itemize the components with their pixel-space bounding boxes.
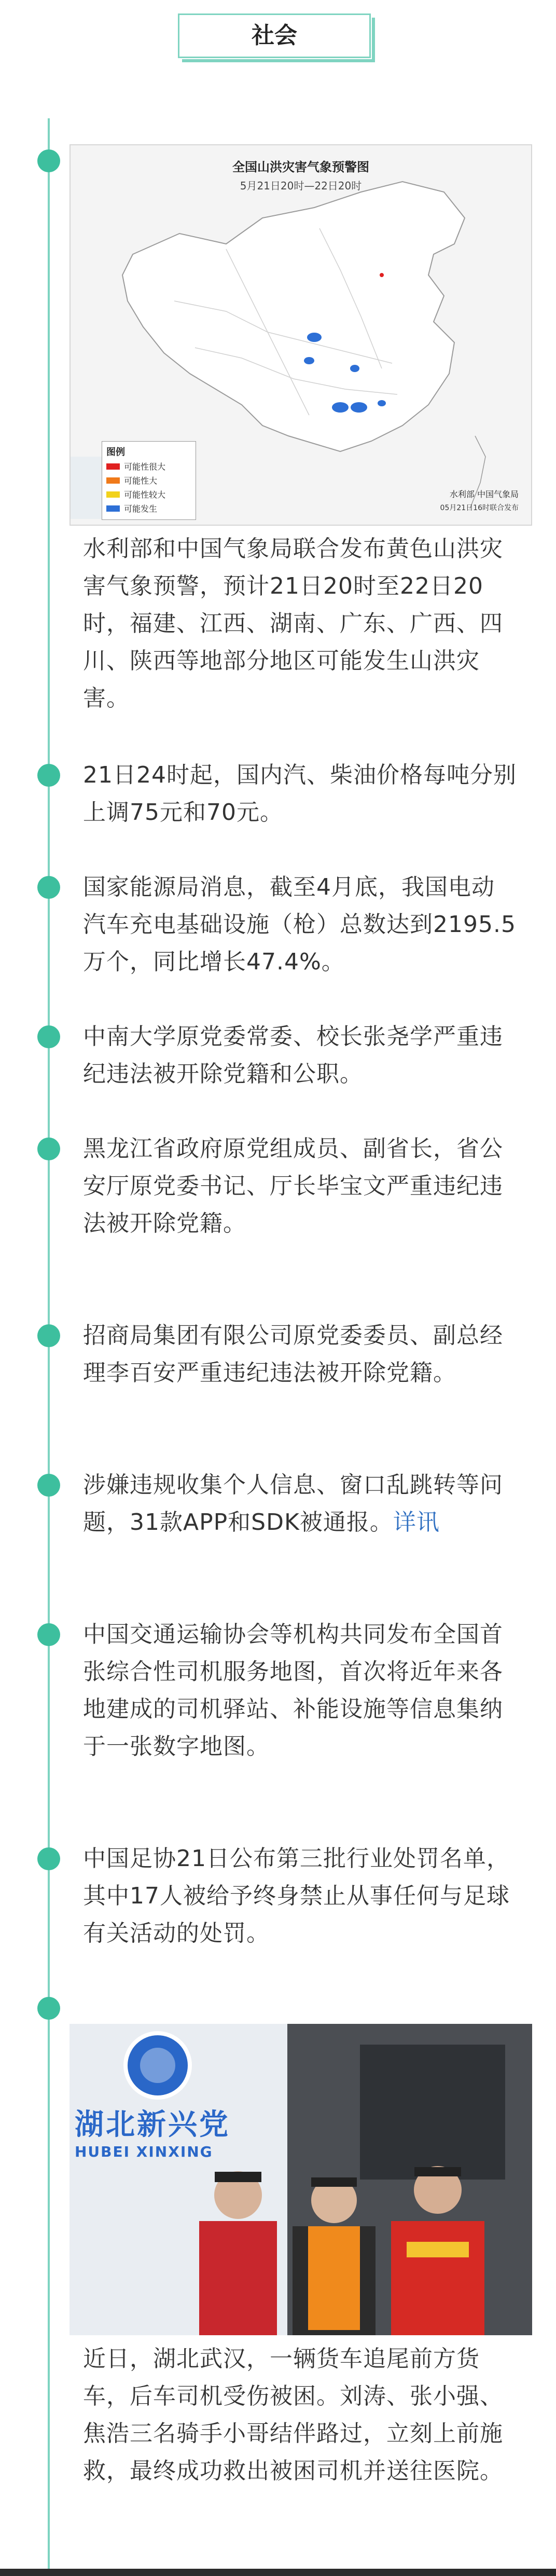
map-inset [71, 457, 102, 519]
news-item-app-sdk [83, 1467, 517, 1541]
timeline-dot [37, 149, 60, 172]
legend-swatch [106, 491, 120, 498]
legend-swatch [106, 463, 120, 470]
map-title: 全国山洪灾害气象预警图 [232, 160, 369, 174]
timeline-dot [37, 876, 60, 899]
photo-sign-text: 湖北新兴党 [75, 2107, 230, 2142]
legend-label: 可能发生 [124, 504, 158, 514]
map-credit: 水利部 中国气象局 [449, 489, 519, 499]
timeline-dot [37, 1623, 60, 1646]
news-item-cmg-official: 招商局集团有限公司原党委委员、副总经理李百安严重违纪违法被开除党籍。 [83, 1322, 503, 1386]
legend-label: 可能性较大 [124, 490, 166, 500]
map-credit-date: 05月21日16时联合发布 [440, 504, 519, 512]
map-legend [102, 441, 196, 520]
bottom-bar [0, 2569, 556, 2576]
news-item-driver-map: 中国交通运输协会等机构共同发布全国首张综合性司机服务地图，首次将近年来各地建成的司机驿站、补能设施等信息集纳于一张数字地图。 [83, 1621, 503, 1760]
news-item-football-penalty: 中国足协21日公布第三批行业处罚名单，其中17人被给予终身禁止从事任何与足球有关活动的处罚。 [83, 1845, 510, 1947]
timeline-dot [37, 1847, 60, 1870]
rescue-riders-illustration-icon [70, 2024, 532, 2335]
flood-warning-map [70, 144, 532, 526]
news-item-rescue: 近日，湖北武汉，一辆货车追尾前方货车，后车司机受伤被困。刘涛、张小强、焦浩三名骑手小哥结伴路过，立刻上前施救，最终成功救出被困司机并送往医院。 [83, 2346, 503, 2484]
legend-item [106, 502, 191, 514]
section-title: 社会 [252, 22, 297, 49]
detail-link[interactable]: 详讯 [393, 1509, 440, 1536]
timeline-dot [37, 764, 60, 787]
legend-swatch [106, 477, 120, 484]
legend-item [106, 460, 191, 472]
timeline-dot [37, 1324, 60, 1347]
news-item-charging-infra: 国家能源局消息，截至4月底，我国电动汽车充电基础设施（枪）总数达到2195.5万个，同比增长47.4%。 [83, 874, 516, 975]
section-header [178, 13, 375, 62]
timeline-dot [37, 1138, 60, 1160]
news-item-fuel-price: 21日24时起，国内汽、柴油价格每吨分别上调75元和70元。 [83, 762, 517, 826]
map-subtitle: 5月21日20时—22日20时 [240, 180, 362, 192]
legend-item [106, 474, 191, 486]
timeline-dot [37, 1025, 60, 1048]
news-item-app-sdk-text: 涉嫌违规收集个人信息、窗口乱跳转等问题，31款APP和SDK被通报。 [83, 1472, 503, 1536]
news-item-heilongjiang-official: 黑龙江省政府原党组成员、副省长，省公安厅原党委书记、厅长毕宝文严重违纪违法被开除党籍。 [83, 1135, 503, 1237]
news-item-csu-president: 中南大学原党委常委、校长张尧学严重违纪违法被开除党籍和公职。 [83, 1023, 503, 1087]
rescue-riders-photo [70, 2024, 532, 2335]
photo-sign-text-en: HUBEI XINXING [75, 2143, 213, 2160]
timeline-line [48, 118, 50, 2576]
legend-label: 可能性很大 [124, 462, 166, 472]
timeline-dot [37, 1474, 60, 1497]
timeline-dot [37, 1997, 60, 2020]
news-item-flood-warning: 水利部和中国气象局联合发布黄色山洪灾害气象预警，预计21日20时至22日20时，福建、江西、湖南、广东、广西、四川、陕西等地部分地区可能发生山洪灾害。 [83, 536, 503, 711]
legend-swatch [106, 505, 120, 512]
legend-label: 可能性大 [124, 476, 158, 486]
legend-item [106, 488, 191, 500]
legend-title: 图例 [106, 447, 125, 458]
